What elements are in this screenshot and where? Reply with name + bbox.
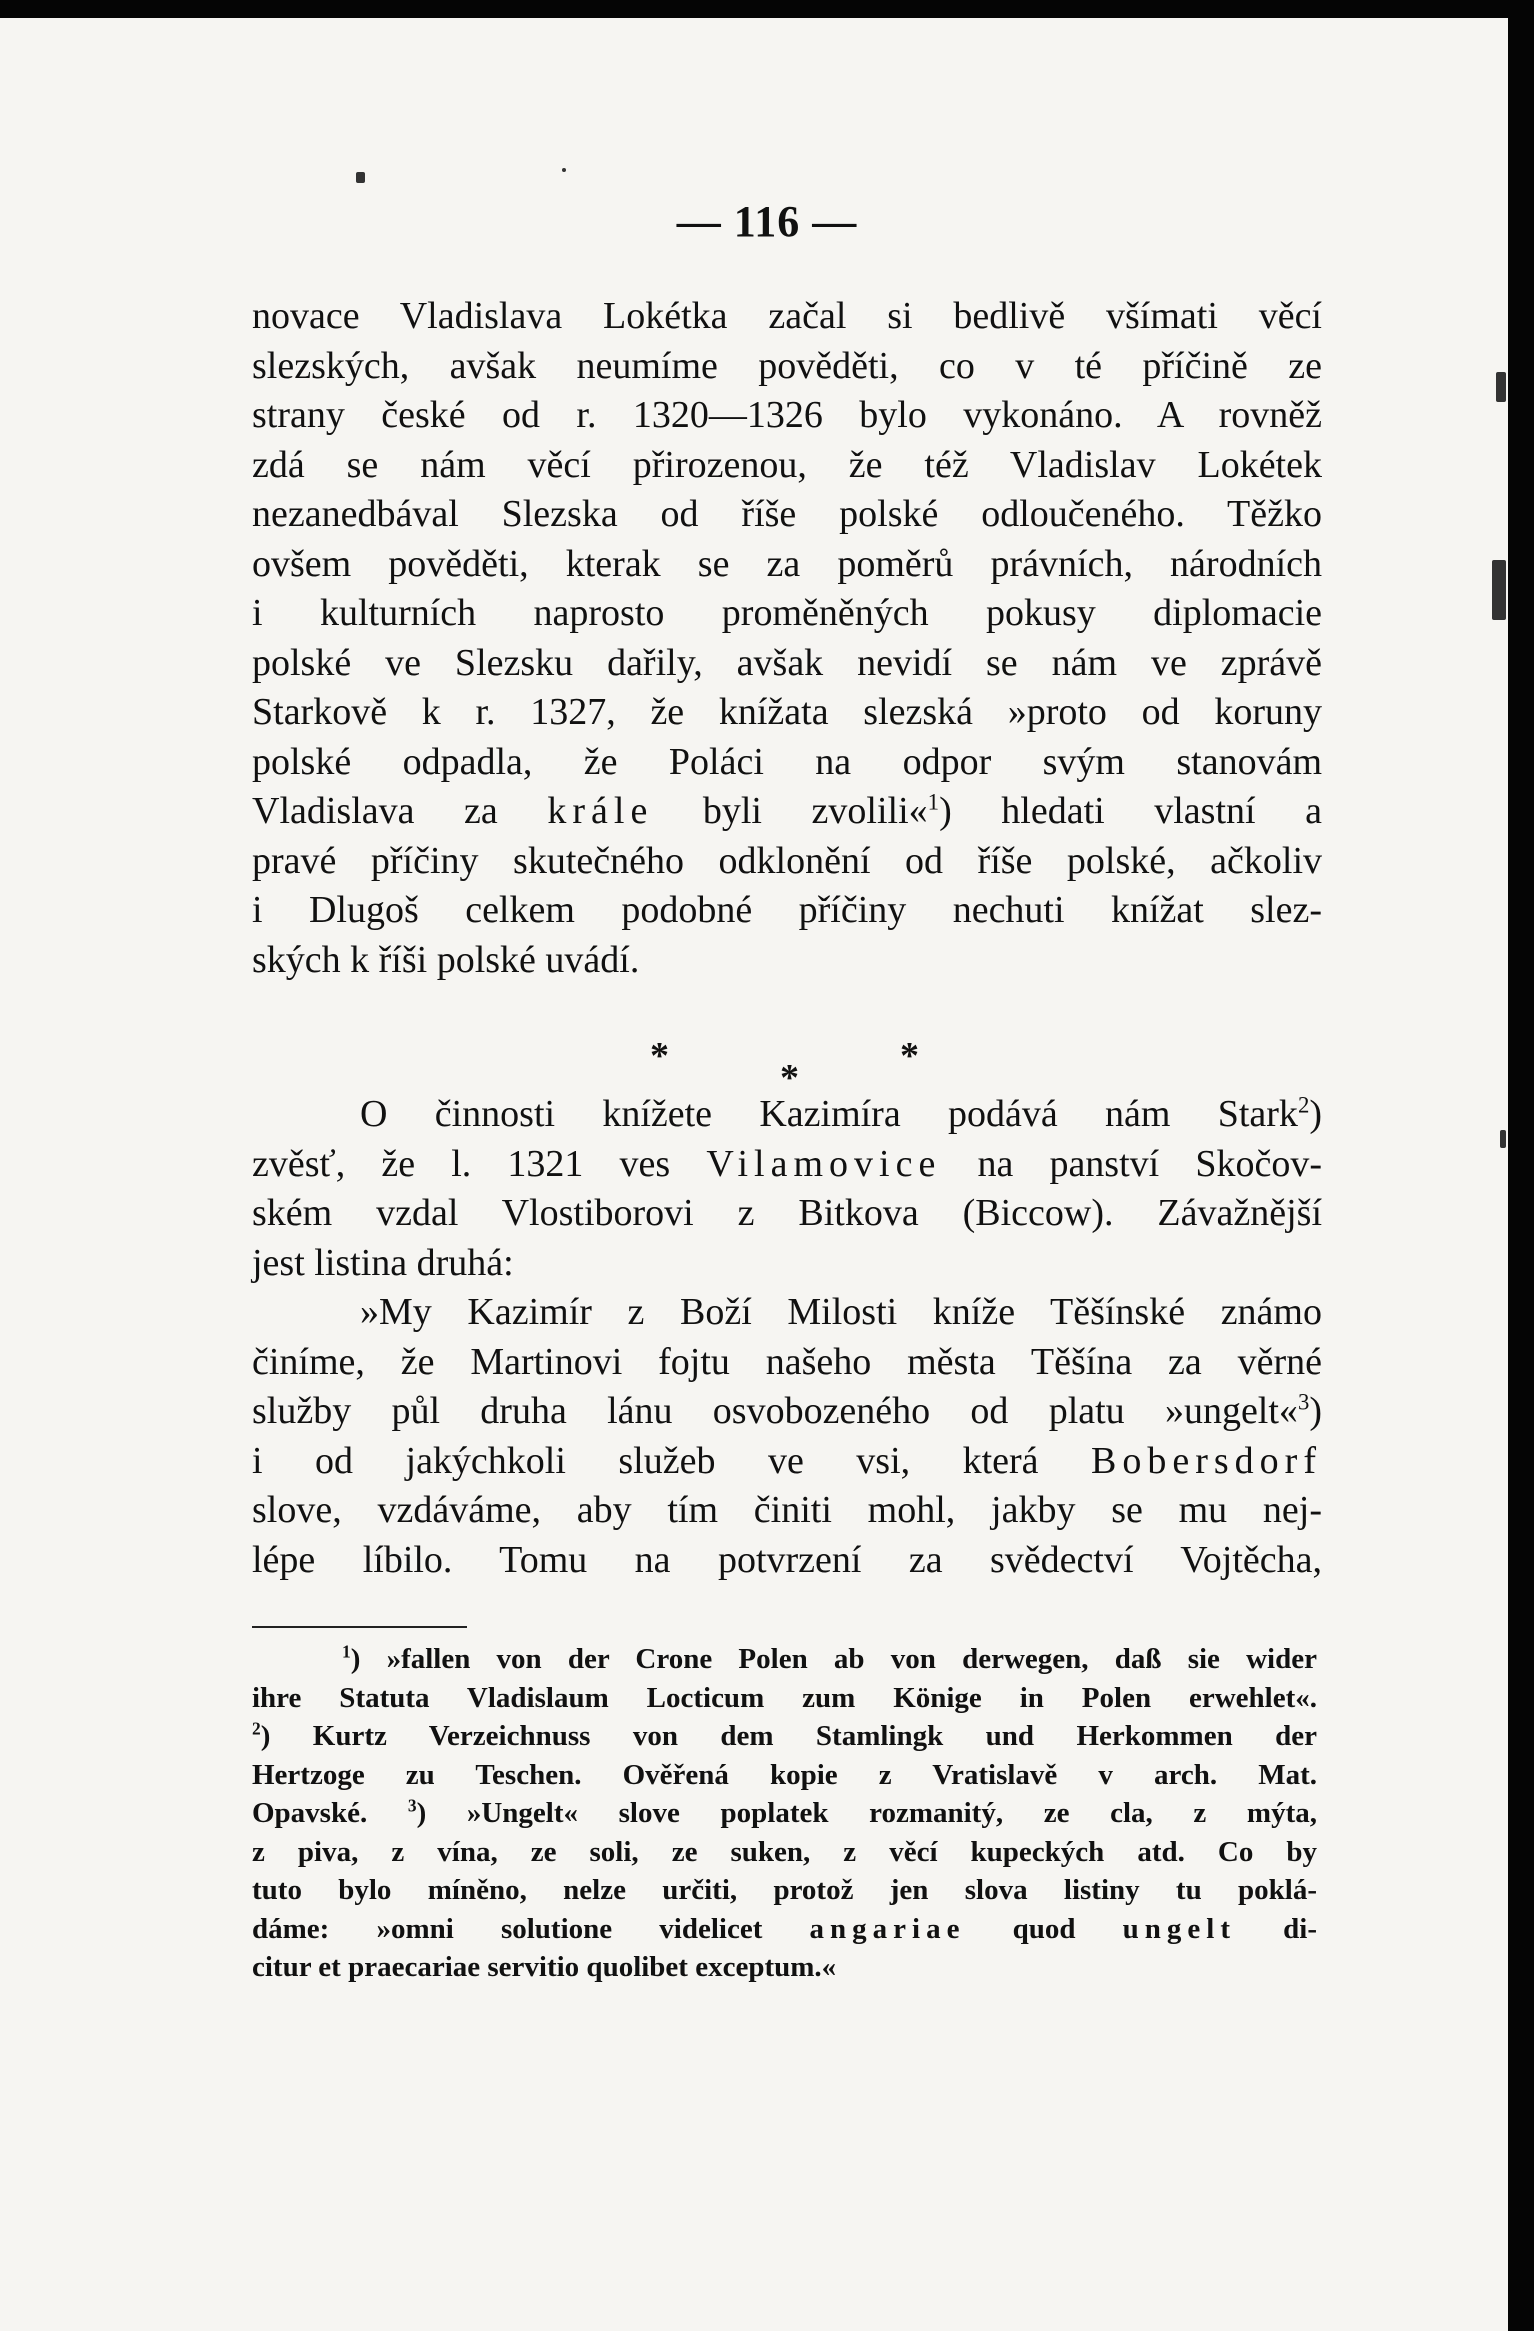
text-run: na panství Skočov- xyxy=(941,1142,1322,1185)
text-line: Starkově k r. 1327, že knížata slezská »proto od koruny xyxy=(252,691,1322,733)
footnote-line xyxy=(252,1794,1317,1833)
scan-speck xyxy=(1500,1130,1506,1148)
text-run: ) »Ungelt« slove poplatek rozmanitý, ze cla, z mýta, xyxy=(416,1797,1317,1829)
text-line xyxy=(252,1437,1322,1487)
footnote-number: 1 xyxy=(342,1641,351,1662)
text-run: služby půl druha lánu osvobozeného od platu »ungelt« xyxy=(252,1390,1298,1432)
footnote-line: tuto bylo míněno, nelze určiti, protož jen slova listiny tu poklá- xyxy=(252,1874,1317,1906)
asterisk: * xyxy=(900,1035,919,1077)
text-line: lépe líbilo. Tomu na potvrzení za svědectví Vojtěcha, xyxy=(252,1538,1322,1581)
spaced-word: ungelt xyxy=(1122,1912,1237,1945)
footnote-line: z piva, z vína, ze soli, ze suken, z věcí kupeckých atd. Co by xyxy=(252,1835,1317,1868)
text-line: nezanedbával Slezska od říše polské odloučeného. Těžko xyxy=(252,493,1322,535)
scan-right-border xyxy=(1508,0,1534,2331)
text-line: ských k říši polské uvádí. xyxy=(252,938,640,981)
text-line: pravé příčiny skutečného odklonění od říše polské, ačkoliv xyxy=(252,839,1322,882)
text-run: byli zvolili« xyxy=(653,790,928,832)
footnotes xyxy=(252,1640,1317,1987)
footnote-ref: 2 xyxy=(1297,1092,1310,1118)
text-run: di- xyxy=(1236,1912,1318,1945)
text-line: strany české od r. 1320—1326 bylo vykonáno. A rovněž xyxy=(252,394,1322,436)
text-run: zvěsť, že l. 1321 ves xyxy=(252,1142,707,1185)
text-run: quod xyxy=(965,1912,1123,1945)
spaced-word: krále xyxy=(547,790,654,832)
text-run: dáme: »omni solutione videlicet xyxy=(252,1912,810,1945)
spaced-word: Bobersdorf xyxy=(1091,1439,1322,1482)
text-run: ) xyxy=(1309,1390,1322,1432)
text-line: »My Kazimír z Boží Milosti kníže Těšínské známo xyxy=(360,1291,1322,1333)
text-line: novace Vladislava Lokétka začal si bedlivě všímati věcí xyxy=(252,295,1322,337)
text-line: zdá se nám věcí přirozenou, že též Vladislav Lokétek xyxy=(252,443,1322,486)
text-line: i Dlugoš celkem podobné příčiny nechuti knížat slez- xyxy=(252,889,1322,931)
scan-top-border xyxy=(0,0,1534,18)
footnote-line: ihre Statuta Vladislaum Locticum zum Könige in Polen erwehlet«. xyxy=(252,1681,1317,1714)
text-line: i kulturních naprosto proměněných pokusy diplomacie xyxy=(252,592,1322,634)
spaced-word: Vilamovice xyxy=(706,1142,942,1185)
footnote-number: 3 xyxy=(407,1795,417,1816)
text-run: Opavské. xyxy=(252,1797,408,1829)
text-line: činíme, že Martinovi fojtu našeho města Těšína za věrné xyxy=(252,1340,1322,1383)
footnote-line: citur et praecariae servitio quolibet exceptum.« xyxy=(252,1951,837,1983)
footnote-divider xyxy=(252,1626,467,1628)
paragraph-kazimir xyxy=(252,1090,1322,1585)
text-line: polské ve Slezsku dařily, avšak nevidí se nám ve zprávě xyxy=(252,641,1322,684)
section-separator xyxy=(0,1034,1534,1099)
asterisk: * xyxy=(780,1057,799,1099)
footnote-ref: 3 xyxy=(1297,1389,1310,1415)
spaced-word: angariae xyxy=(809,1912,966,1945)
text-line: jest listina druhá: xyxy=(252,1241,514,1284)
text-line: slezských, avšak neumíme pověděti, co v té příčině ze xyxy=(252,344,1322,387)
text-run: O činnosti knížete Kazimíra podává nám Stark xyxy=(360,1093,1298,1135)
footnote-line xyxy=(252,1640,1317,1679)
footnote-ref: 1 xyxy=(927,789,940,815)
text-line: ském vzdal Vlostiborovi z Bitkova (Biccow). Závažnější xyxy=(252,1192,1322,1234)
text-run: i od jakýchkoli služeb ve vsi, která xyxy=(252,1439,1092,1482)
text-line xyxy=(252,1387,1322,1437)
text-line xyxy=(252,1090,1322,1140)
text-line: slove, vzdáváme, aby tím činiti mohl, jakby se mu nej- xyxy=(252,1489,1322,1531)
text-run: ) hledati vlastní a xyxy=(939,790,1322,832)
asterisk: * xyxy=(650,1035,669,1077)
scan-speck xyxy=(356,172,365,183)
text-run: ) Kurtz Verzeichnuss von dem Stamlingk und Herkommen der xyxy=(260,1720,1317,1752)
scan-speck xyxy=(1496,372,1506,402)
text-line: ovšem pověděti, kterak se za poměrů právních, národních xyxy=(252,542,1322,585)
footnote-line: Hertzoge zu Teschen. Ověřená kopie z Vratislavě v arch. Mat. xyxy=(252,1758,1317,1791)
footnote-line xyxy=(252,1717,1317,1756)
text-line xyxy=(252,1140,1322,1190)
scan-speck xyxy=(1492,560,1506,620)
text-run: ) xyxy=(1309,1093,1322,1135)
paragraph-continuation xyxy=(252,292,1322,985)
footnote-line xyxy=(252,1910,1317,1949)
scan-speck xyxy=(562,168,566,172)
footnote-number: 2 xyxy=(252,1718,261,1739)
text-line xyxy=(252,787,1322,837)
text-line: polské odpadla, že Poláci na odpor svým stanovám xyxy=(252,740,1322,783)
text-run: ) »fallen von der Crone Polen ab von derwegen, daß sie wider xyxy=(350,1643,1317,1675)
text-run: Vladislava za xyxy=(252,790,548,832)
page-number: — 116 — xyxy=(676,197,858,246)
